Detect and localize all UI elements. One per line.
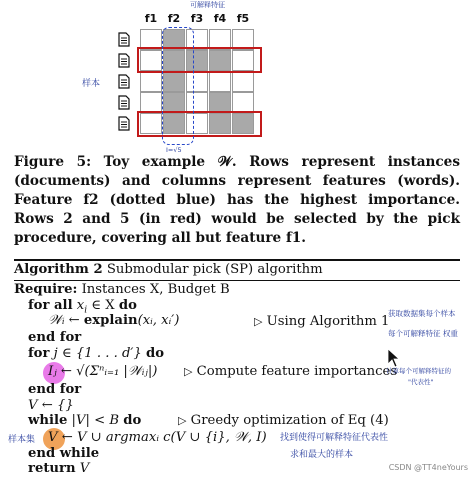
document-icon [118, 116, 130, 131]
annotation-sample-set: 样本集 [8, 435, 36, 445]
annotation-argmax-2: 求和最大的样本 [290, 450, 354, 460]
column-header-f5: f5 [236, 12, 250, 25]
require-line: Require: Instances X, Budget B [14, 282, 230, 297]
caption-text: Figure 5: Toy example 𝒲. Rows represent instances (documents) and columns represent features (words). Feature f2 (dotted blue) has the highest importance. Rows 2 and 5 (in red) would be selected by the pick procedure, covering all but feature f1. [14, 154, 460, 246]
selected-row-2 [137, 47, 262, 73]
highest-importance-column [162, 27, 194, 145]
while-comment: ▷ Greedy optimization of Eq (4) [178, 413, 389, 428]
for-all-line: for all $x_i$ ∈ X do [28, 298, 137, 316]
annotation-importance: 计算每个可解释特征的 [386, 367, 451, 375]
init-v-line: V ← {} [28, 398, 74, 413]
column-header-f4: f4 [213, 12, 227, 25]
end-for-line-1: end for [28, 330, 82, 345]
selected-row-5 [137, 111, 262, 137]
end-while-line: end while [28, 446, 100, 461]
argmax-line: V ← V ∪ argmaxᵢ c(V ∪ {i}, 𝒲, I) [48, 430, 267, 445]
end-for-line-2: end for [28, 382, 82, 397]
annotation-importance-2: "代表性" [408, 378, 434, 386]
matrix-cell [140, 92, 162, 113]
column-header-f2: f2 [167, 12, 181, 25]
mouse-cursor-icon [387, 348, 401, 368]
handwritten-sample-label: 样本 [82, 79, 101, 89]
column-header-f3: f3 [190, 12, 204, 25]
importance-comment: ▷ Compute feature importances [184, 364, 398, 379]
document-icon [118, 74, 130, 89]
annotation-explain: 获取数据集每个样本 [388, 309, 456, 318]
explain-line: 𝒲ᵢ ← explain(xᵢ, xᵢ′) [48, 313, 180, 328]
matrix-cell [209, 92, 231, 113]
algorithm-title: Algorithm 2 Submodular pick (SP) algorithm [14, 262, 323, 277]
handwritten-feature-label: 可解释特征 [190, 1, 225, 9]
algorithm-title-rule [14, 280, 460, 281]
algorithm-top-rule [14, 259, 460, 261]
annotation-explain-2: 每个可解释特征 权重 [388, 329, 458, 338]
return-line: return V [28, 461, 90, 476]
matrix-cell [232, 92, 254, 113]
while-line: while |V| < B do [28, 413, 142, 428]
watermark: CSDN @TT4neYours [388, 463, 468, 472]
column-header-f1: f1 [144, 12, 158, 25]
annotation-argmax: 找到使得可解释特征代表性 [280, 433, 389, 443]
document-icon [118, 95, 130, 110]
importance-line: Iⱼ ← √(Σⁿᵢ₌₁ |𝒲ᵢⱼ|) [48, 364, 158, 379]
matrix-cell [140, 71, 162, 92]
matrix-cell [209, 71, 231, 92]
handwritten-importance-note: I=√5 [166, 146, 182, 154]
matrix-cell [232, 71, 254, 92]
document-icon [118, 32, 130, 47]
for-j-line: for j ∈ {1 . . . d′} do [28, 346, 165, 361]
explain-comment: ▷ Using Algorithm 1 [254, 314, 390, 329]
figure-caption [14, 153, 460, 248]
document-icon [118, 53, 130, 68]
